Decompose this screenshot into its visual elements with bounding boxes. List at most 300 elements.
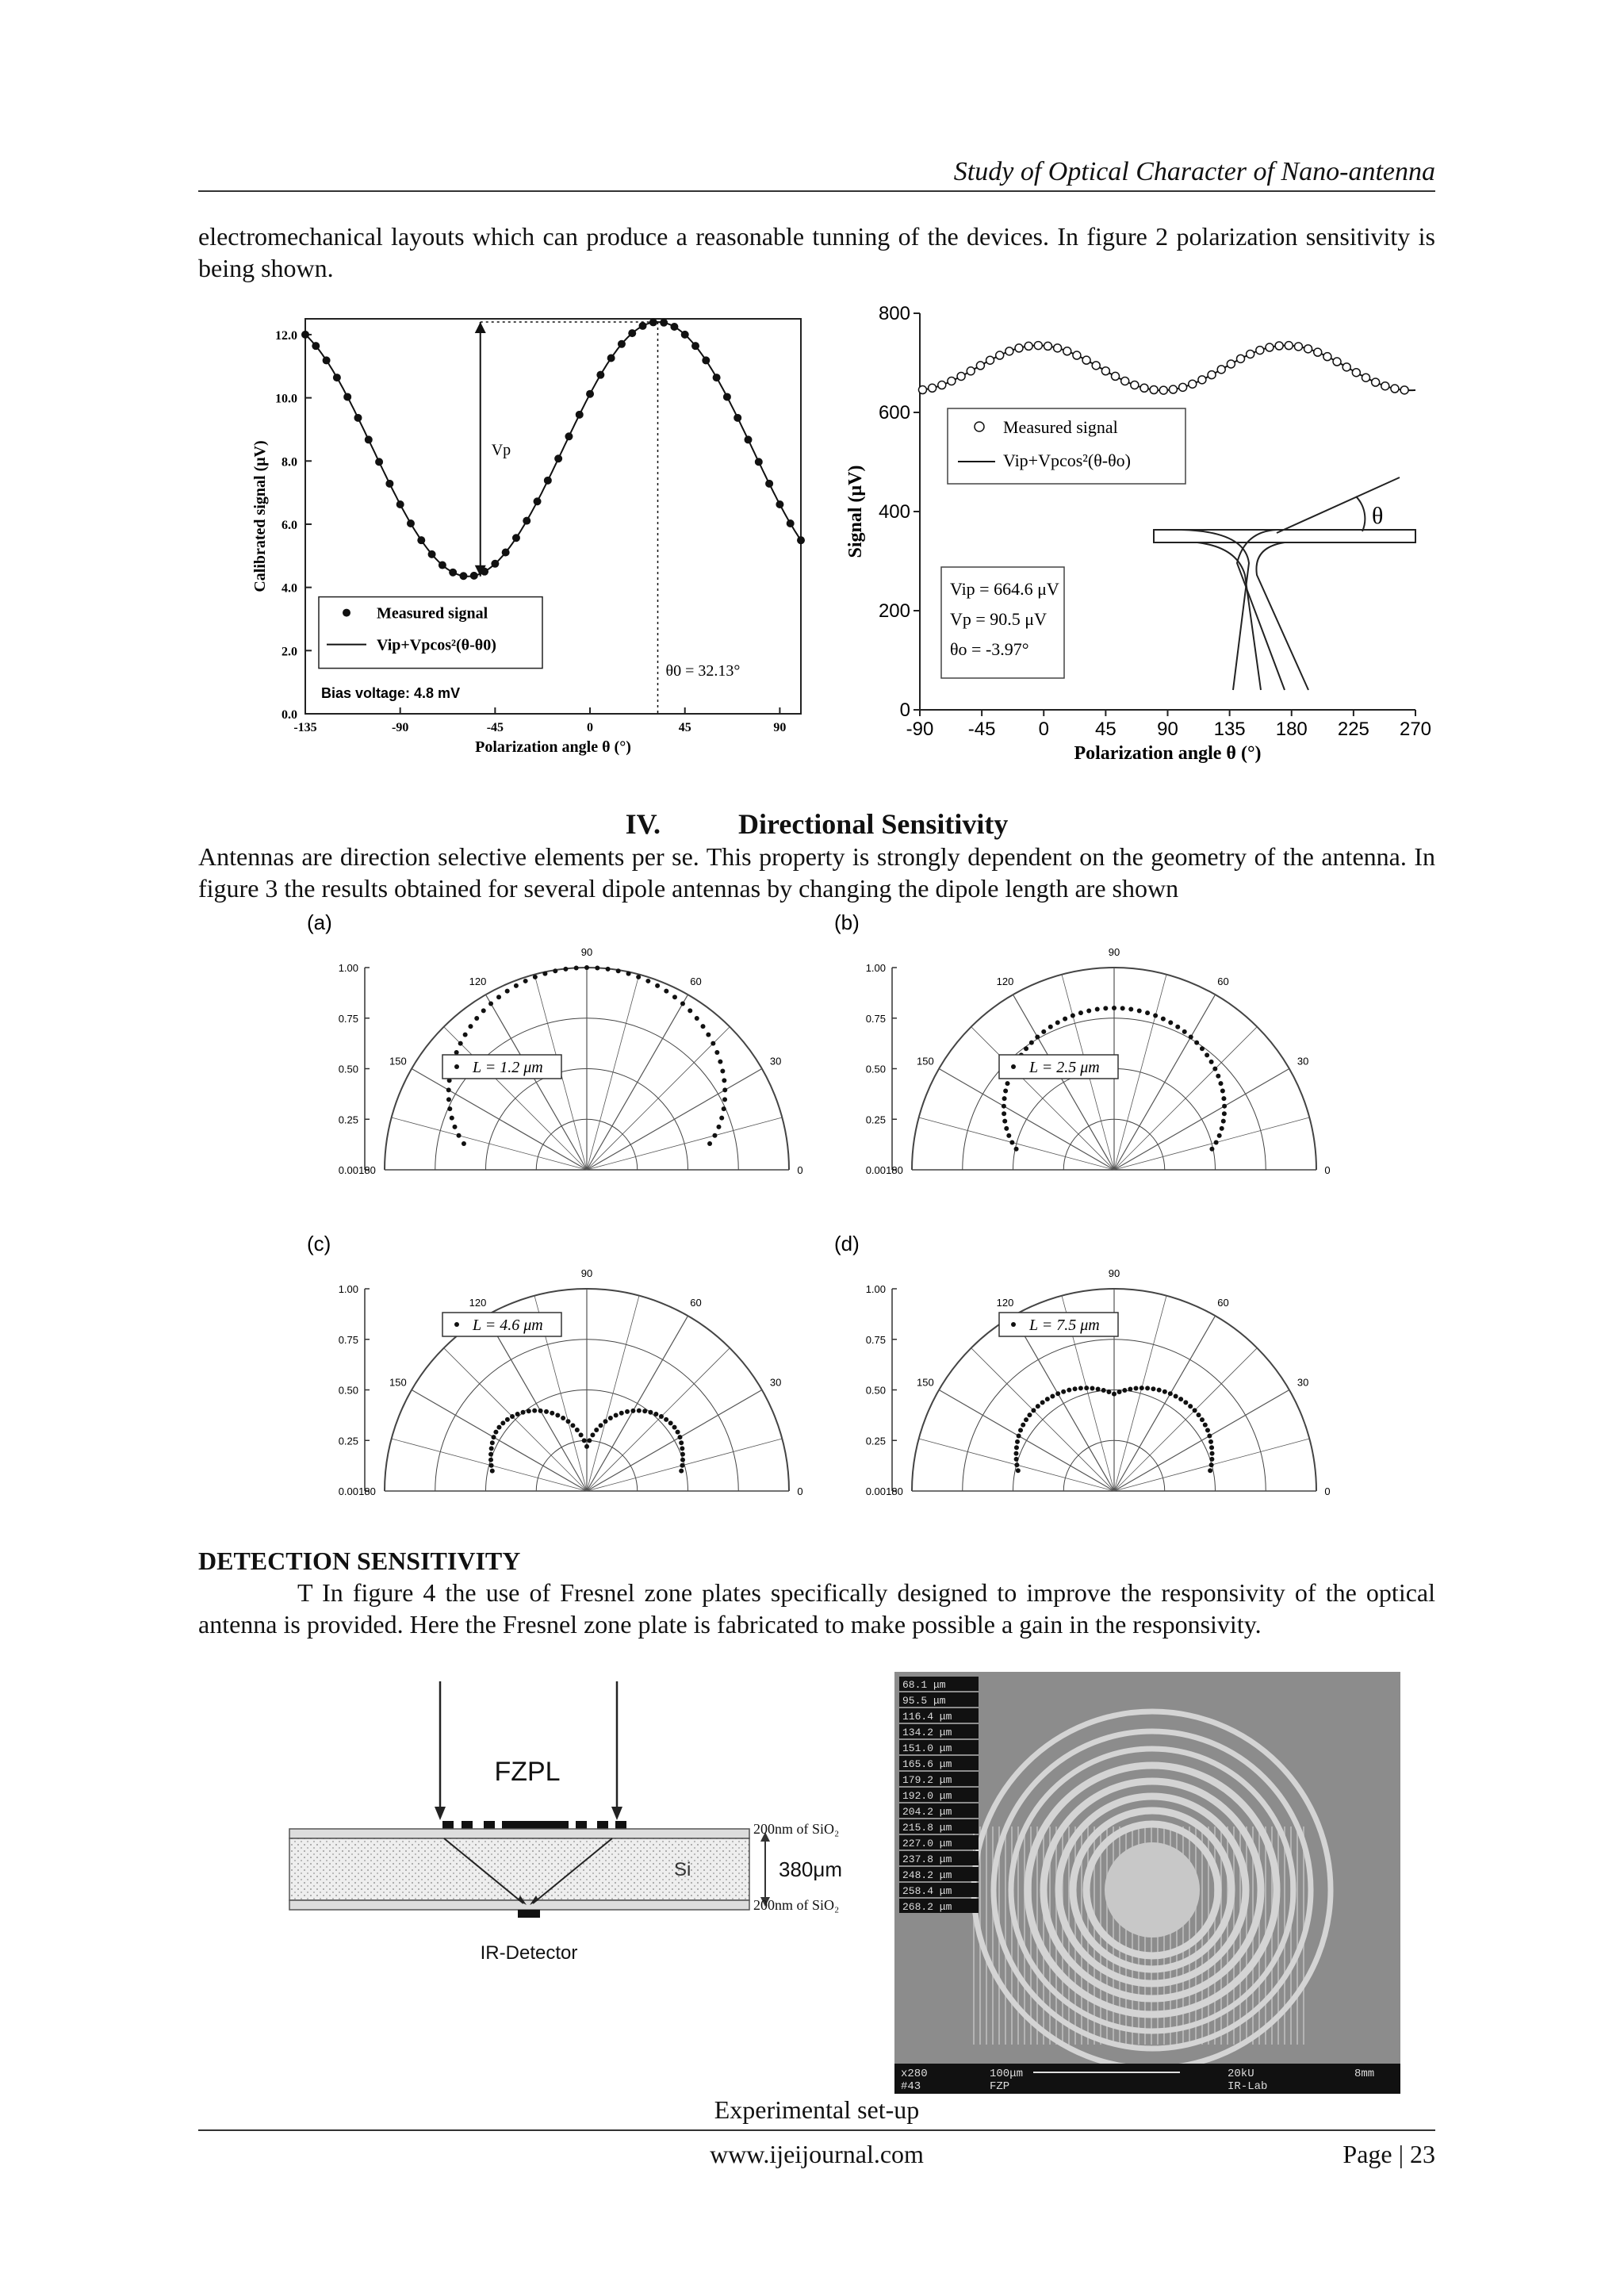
polar-data-point [488,1458,493,1462]
x-tick-label: 0 [1038,719,1049,740]
angle-tick-label: 30 [1297,1055,1309,1068]
measured-point [639,322,647,330]
measured-point [618,340,626,348]
measured-point [1275,342,1283,350]
measured-point [1063,347,1071,355]
measured-point [1333,358,1341,366]
measured-point [576,411,584,419]
measured-point [702,356,710,364]
radial-tick-label: 1.00 [865,962,886,974]
polar-data-point [1193,1408,1197,1412]
sem-wd: 8mm [1354,2068,1375,2080]
radial-tick-label: 0.75 [338,1333,358,1346]
measured-point [938,381,946,389]
polar-data-point [1162,1389,1167,1394]
figure4-sem-image [894,1672,1400,2094]
measured-point [1044,342,1051,350]
polar-data-point [1222,1111,1227,1116]
polar-data-point [630,1409,635,1413]
polar-data-point [1122,1388,1127,1393]
angle-tick-label: 0 [1324,1164,1331,1176]
measured-point [523,517,530,525]
measured-point [512,534,520,542]
polar-data-point [462,1141,466,1146]
polar-data-point [653,1412,658,1416]
polar-legend-marker [454,1064,459,1069]
x-tick-label: -90 [906,719,934,740]
x-axis-label: Polarization angle θ (°) [475,738,631,756]
x-tick-label: -45 [967,719,996,740]
polar-data-point [1005,1081,1010,1086]
measured-point [1131,381,1139,389]
measured-point [301,331,309,339]
polar-spoke [1013,995,1115,1170]
polar-data-point [1071,1013,1075,1018]
polar-spoke [919,1117,1114,1170]
polar-data-point [1205,1428,1210,1432]
polar-data-point [544,1409,549,1414]
polar-spoke [587,1027,730,1170]
polar-panel-d [834,1232,1331,1497]
angle-tick-label: 120 [469,1296,487,1309]
polar-data-point [599,1423,603,1428]
polar-data-point [1086,1008,1091,1013]
polar-data-point [1014,1462,1019,1467]
measured-point [691,342,699,350]
polar-data-point [490,1440,495,1445]
measured-point [544,477,552,485]
polar-data-point [679,1440,684,1445]
ring-label: 268.2 μm [902,1901,952,1913]
angle-tick-label: 0 [797,1485,803,1497]
polar-data-point [563,967,568,972]
measured-point [470,572,478,580]
polar-data-point [1212,1067,1217,1071]
polar-data-point [481,1008,486,1013]
measured-point [1208,371,1216,379]
polar-spoke [486,995,588,1170]
measured-point [333,374,341,381]
polar-spoke [587,1316,688,1491]
y-tick-label: 0.0 [282,708,297,722]
polar-data-point [490,1469,495,1474]
measured-point [459,572,467,580]
polar-spoke [587,975,639,1170]
polar-data-point [1055,1391,1060,1396]
measured-point [1362,374,1370,381]
radial-tick-label: 0.75 [865,1333,886,1346]
sem-kv: 20kU [1228,2068,1254,2080]
polar-data-point [672,995,677,999]
angle-tick-label: 0 [1324,1485,1331,1497]
polar-data-point [1178,1397,1183,1401]
figure4-schematic [246,1665,864,1999]
measured-point [929,384,936,392]
polar-data-point [1073,1386,1078,1391]
polar-data-point [550,1411,554,1416]
measured-point [797,536,805,544]
ring-label: 165.6 μm [902,1758,952,1770]
param-label: Vp = 90.5 μV [950,609,1047,629]
measured-point [1266,343,1274,351]
ring-label: 68.1 μm [902,1679,946,1691]
thickness-label: 380μm [779,1857,843,1881]
bias-label: Bias voltage: 4.8 mV [321,685,461,702]
polar-data-point [614,1412,619,1417]
polar-spoke [587,995,688,1170]
angle-tick-label: 60 [690,975,702,987]
radial-tick-label: 0.25 [338,1114,358,1126]
fit-curve [305,322,801,577]
fit-curve [920,346,1415,391]
polar-data-point [1188,1404,1193,1409]
ir-detector-label: IR-Detector [480,1942,578,1964]
measured-point [491,560,499,568]
polar-data-point [468,1024,473,1029]
polar-data-point [1002,1096,1007,1101]
polar-data-point [1120,1006,1125,1010]
polar-legend-label: L = 1.2 μm [473,1059,543,1076]
polar-data-point [1128,1007,1133,1012]
y-tick-label: 6.0 [282,518,297,532]
polar-data-point [1220,1126,1224,1131]
measured-point [948,377,956,385]
y-tick-label: 600 [878,402,910,424]
polar-data-point [1015,1439,1020,1444]
polar-data-point [1024,1417,1028,1422]
detection-heading: DETECTION SENSITIVITY [198,1547,521,1575]
radial-tick-label: 0.00 [865,1164,886,1176]
figure3-polar-plots [297,912,1352,1515]
measured-point [713,374,721,381]
polar-spoke [587,1348,730,1491]
measured-point [670,323,678,331]
polar-data-point [722,1097,727,1102]
polar-data-point [1168,1391,1173,1396]
ir-detector [518,1910,540,1918]
radial-tick-label: 0.00 [338,1485,358,1497]
polar-data-point [584,965,589,970]
polar-spoke [1114,1296,1166,1491]
x-tick-label: -90 [392,721,409,734]
polar-data-point [510,1414,515,1419]
polar-data-point [514,983,519,988]
measured-point [745,435,753,443]
polar-data-point [1027,1412,1032,1417]
section-number: IV. [625,808,661,840]
polar-data-point [582,1438,587,1443]
polar-data-point [1002,1119,1007,1124]
polar-data-point [1014,1147,1019,1152]
ring-label: 95.5 μm [902,1695,946,1707]
measured-point [1391,385,1399,393]
polar-data-point [1117,1389,1122,1394]
polar-data-point [561,1416,565,1420]
polar-data-point [1220,1089,1225,1094]
polar-data-point [1209,1147,1214,1152]
polar-data-point [664,989,668,994]
measured-point [1101,367,1109,375]
angle-tick-label: 90 [580,946,593,958]
polar-data-point [1145,1010,1150,1015]
measured-point [986,356,994,364]
measured-point [1285,342,1293,350]
measured-point [1092,362,1100,370]
polar-data-point [606,967,611,972]
measured-point [1005,347,1013,355]
x-tick-label: 270 [1399,719,1432,740]
polar-data-point [1209,1445,1214,1450]
angle-tick-label: 180 [358,1164,376,1176]
polar-data-point [1013,1451,1018,1456]
x-tick-label: 135 [1213,719,1246,740]
measured-point [365,435,373,443]
polar-data-point [1217,1133,1222,1138]
legend-fit: Vip+Vpcos²(θ-θ0) [377,636,496,654]
polar-data-point [1207,1433,1212,1438]
measured-point [1247,350,1254,358]
polar-data-point [720,1068,725,1073]
polar-data-point [446,1087,451,1092]
polar-data-point [722,1106,726,1111]
polar-data-point [1209,1457,1214,1462]
angle-tick-label: 90 [1108,1267,1120,1279]
polar-data-point [1090,1386,1094,1391]
polar-data-point [1200,1046,1205,1051]
polar-data-point [1035,1034,1040,1039]
polar-data-point [1145,1386,1150,1390]
polar-data-point [496,995,501,999]
polar-data-point [579,1432,584,1437]
polar-data-point [648,1410,653,1415]
measured-point [1159,386,1167,394]
polar-data-point [1106,1389,1111,1394]
polar-legend-marker [1011,1064,1016,1069]
intro-paragraph: electromechanical layouts which can produce a reasonable tunning of the devices. In figure 2 polarization sensitivity is being shown. [198,222,1435,282]
angle-tick-label: 60 [1217,1296,1229,1309]
theta-label: θ [1372,503,1384,529]
polar-data-point [570,1423,575,1428]
y-tick-label: 800 [878,303,910,324]
polar-data-point [1112,1006,1116,1010]
polar-spoke [412,1390,587,1492]
polar-data-point [1161,1017,1166,1022]
polar-data-point [594,1428,599,1432]
polar-data-point [1182,1029,1187,1034]
polar-data-point [1017,1433,1021,1438]
radial-tick-label: 0.75 [338,1012,358,1025]
angle-tick-label: 150 [916,1055,934,1068]
measured-point [1217,366,1225,374]
polar-spoke [1013,1316,1115,1491]
polar-data-point [488,1452,493,1457]
polar-data-point [608,1416,613,1420]
measured-point [1112,372,1120,380]
polar-spoke [1114,1390,1289,1492]
polar-spoke [1114,1117,1309,1170]
polar-data-point [1061,1389,1066,1394]
measured-point [554,454,562,462]
measured-point [396,500,404,508]
measured-point [312,342,320,350]
polar-data-point [1157,1388,1162,1393]
polar-data-point [1203,1423,1208,1428]
polar-data-point [718,1060,722,1064]
angle-tick-label: 0 [797,1164,803,1176]
polar-data-point [677,1435,682,1439]
measured-point [1304,345,1312,353]
sem-lab: IR-Lab [1228,2080,1268,2093]
measured-point [1082,356,1090,364]
polar-data-point [1139,1386,1144,1390]
measured-point [502,548,510,556]
x-tick-label: 45 [678,721,691,734]
polar-data-point [1137,1008,1142,1013]
polar-spoke [971,1348,1114,1491]
polar-spoke [587,1296,639,1491]
polar-data-point [463,1033,468,1037]
y-tick-label: 2.0 [282,645,297,659]
antenna-lead [1197,542,1261,690]
polar-data-point [1208,1468,1212,1473]
measured-point [1073,351,1081,359]
polar-data-point [1221,1119,1226,1124]
polar-data-point [1050,1393,1055,1398]
sem-mag: x280 [901,2068,928,2080]
polar-data-point [1078,1010,1083,1015]
antenna-arm [1154,530,1415,542]
polar-data-point [575,1428,580,1432]
radial-tick-label: 0.25 [865,1435,886,1447]
polar-data-point [1209,1462,1214,1467]
vp-arrow-head-top [475,322,486,333]
polar-data-point [695,1016,699,1021]
polar-data-point [532,1409,537,1413]
measured-point [723,393,731,401]
measured-point [957,372,965,380]
polar-data-point [719,1116,724,1121]
polar-data-point [659,1414,664,1419]
polar-data-point [488,1001,493,1006]
polar-data-point [1004,1126,1009,1131]
measured-point [1372,378,1380,386]
measured-point [1025,342,1032,350]
radial-tick-label: 0.25 [338,1435,358,1447]
polar-spoke [1114,1316,1216,1491]
section-heading [198,807,1435,841]
polar-data-point [542,972,547,976]
measured-point [996,351,1004,359]
polar-data-point [450,1116,454,1121]
measured-point [1352,369,1360,377]
polar-data-point [500,1420,505,1425]
polar-data-point [446,1097,451,1102]
polar-data-point [642,1409,647,1413]
polar-data-point [716,1125,721,1129]
polar-panel-c [307,1232,803,1497]
param-label: Vip = 664.6 μV [950,579,1059,599]
polar-legend-label: L = 2.5 μm [1029,1059,1100,1076]
panel-tag: (b) [834,912,860,934]
measured-point [1256,347,1264,355]
polar-data-point [701,1024,706,1029]
x-tick-label: -45 [486,721,504,734]
measured-point [565,432,573,440]
measured-point [628,329,636,337]
polar-spoke [1114,1348,1257,1491]
radial-tick-label: 0.50 [865,1384,886,1397]
polar-data-point [1101,1388,1106,1393]
top-oxide-label: 200nm of SiO₂ [753,1821,840,1837]
polar-data-point [523,979,528,983]
polar-data-point [1063,1017,1067,1022]
polar-data-point [1200,1417,1205,1422]
polar-data-point [1153,1013,1158,1018]
x-tick-label: 45 [1095,719,1116,740]
angle-tick-label: 180 [886,1485,903,1497]
polar-data-point [590,1432,595,1437]
si-label: Si [674,1859,691,1880]
measured-point [1198,376,1206,384]
angle-tick-label: 150 [916,1376,934,1389]
polar-data-point [453,1125,458,1129]
measured-point [681,331,689,339]
fzpl-elements [442,1821,626,1829]
polar-spoke [412,1069,587,1171]
footer-site: www.ijeijournal.com [710,2140,924,2168]
ring-label: 134.2 μm [902,1727,952,1738]
angle-tick-label: 150 [389,1055,407,1068]
radial-tick-label: 0.00 [338,1164,358,1176]
polar-data-point [1006,1133,1011,1138]
polar-data-point [584,1444,589,1449]
polar-data-point [1168,1020,1173,1025]
theta0-label: θ0 = 32.13° [665,662,741,680]
sem-scale-label: 100μm [990,2068,1024,2080]
theta-arc [1356,496,1365,531]
antenna-lead [1182,530,1249,690]
ring-label: 179.2 μm [902,1774,952,1786]
polar-data-point [1194,1041,1199,1045]
measured-point [1400,386,1408,394]
polar-data-point [712,1133,717,1138]
polar-data-point [489,1463,494,1468]
ring-label: 151.0 μm [902,1742,952,1754]
radial-tick-label: 0.50 [338,1063,358,1075]
ring-label: 258.4 μm [902,1885,952,1897]
measured-point [1189,380,1197,388]
measured-point [660,319,668,327]
polar-data-point [1024,1046,1028,1051]
y-axis-label: Signal (μV) [845,465,866,558]
ring-label: 204.2 μm [902,1806,952,1818]
measured-point [1323,353,1331,361]
polar-data-point [625,1409,630,1414]
y-tick-label: 12.0 [275,328,297,343]
directional-paragraph: Antennas are direction selective elements per se. This property is strongly dependent on the geometry of the antenna. In figure 3 the results obtained for several dipole antennas by changing the dipole length are shown [198,842,1435,903]
polar-data-point [664,1417,668,1422]
polar-data-point [1214,1140,1219,1145]
polar-data-point [521,1410,526,1415]
ring-label: 192.0 μm [902,1790,952,1802]
angle-tick-label: 120 [469,975,487,987]
polar-data-point [1151,1386,1155,1391]
measured-point [967,367,975,375]
polar-data-point [1002,1111,1006,1116]
polar-data-point [496,1425,501,1430]
polar-data-point [1036,1404,1040,1409]
measured-point [343,393,351,401]
